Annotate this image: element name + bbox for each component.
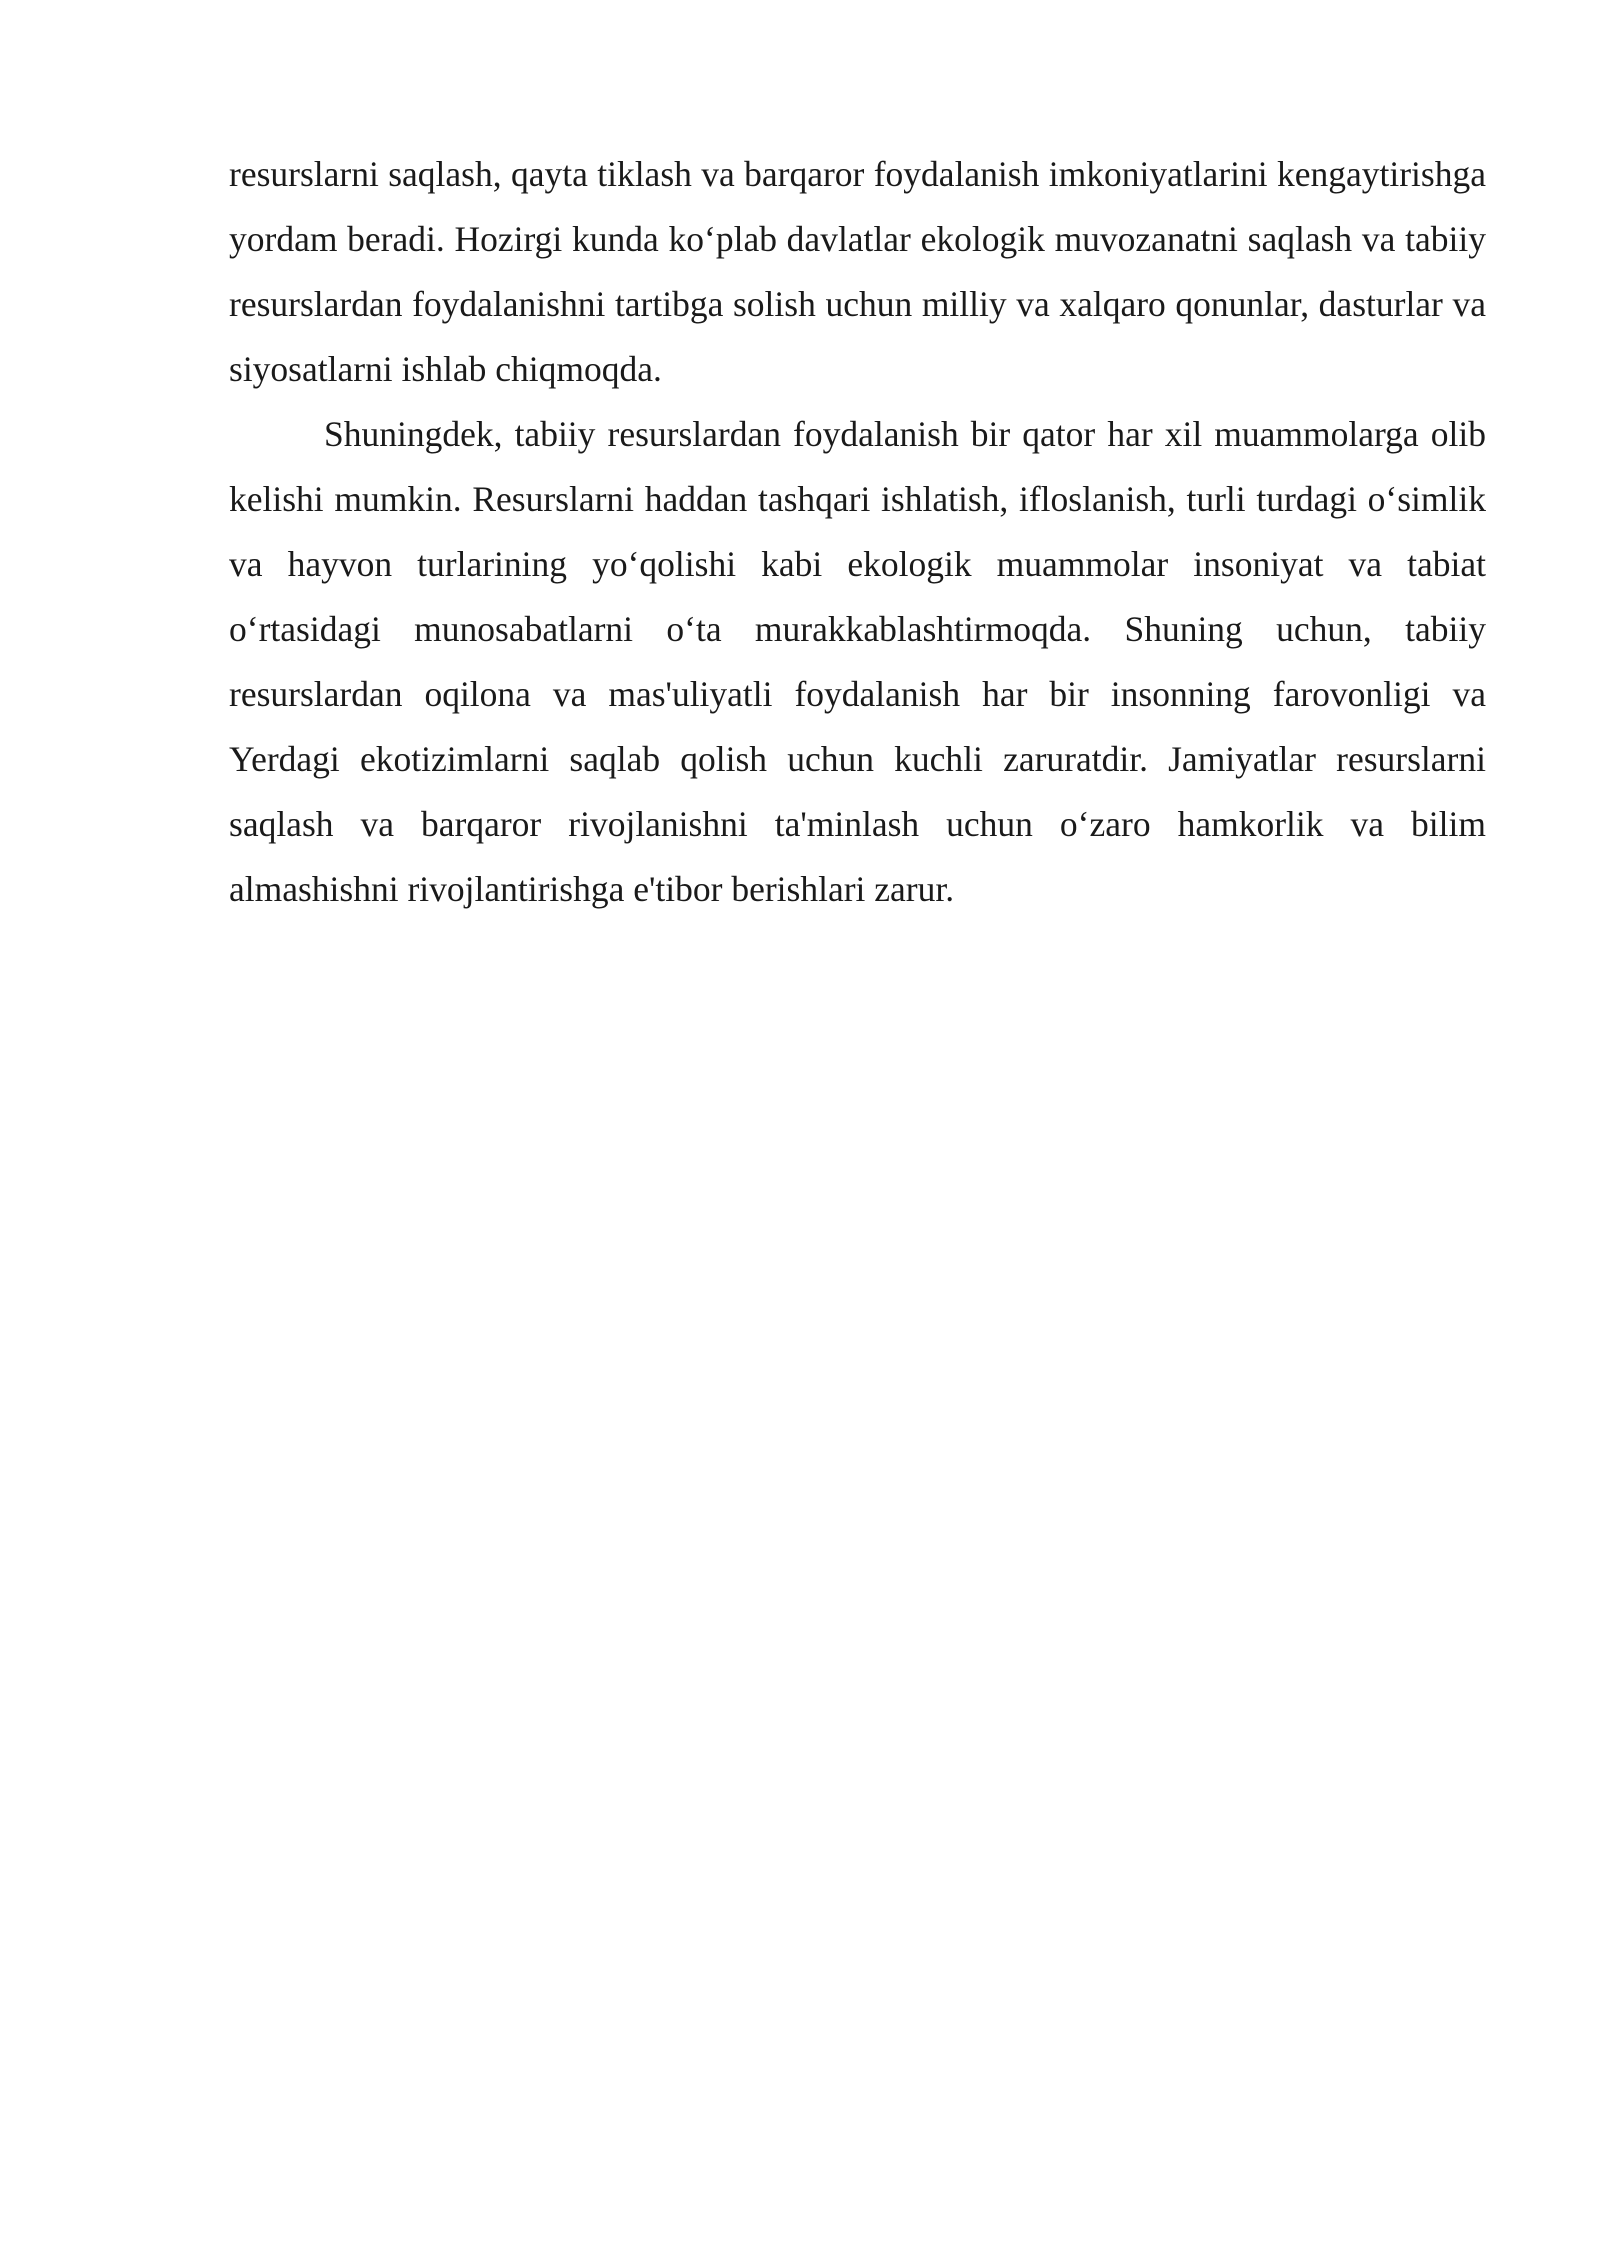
paragraph-continuation: resurslarni saqlash, qayta tiklash va barqaror foydalanish imkoniyatlarini kengaytirishga yordam beradi. Hozirgi kunda ko‘plab davlatlar ekologik muvozanatni saqlash va tabiiy resurslardan foydalanishni tartibga solish uchun milliy va xalqaro qonunlar, dasturlar va siyosatlarni ishlab chiqmoqda. bbox=[229, 154, 1486, 389]
paragraph: Shuningdek, tabiiy resurslardan foydalanish bir qator har xil muammolarga olib kelishi mumkin. Resurslarni haddan tashqari ishlatish, ifloslanish, turli turdagi o‘simlik va hayvon turlarining yo‘qolishi kabi ekologik muammolar insoniyat va tabiat o‘rtasidagi munosabatlarni o‘ta murakkablashtirmoqda. Shuning uchun, tabiiy resurslardan oqilona va mas'uliyatli foydalanish har bir insonning farovonligi va Yerdagi ekotizimlarni saqlab qolish uchun kuchli zaruratdir. Jamiyatlar resurslarni saqlash va barqaror rivojlanishni ta'minlash uchun o‘zaro hamkorlik va bilim almashishni rivojlantirishga e'tibor berishlari zarur. bbox=[229, 414, 1486, 909]
body-text bbox=[229, 142, 1486, 922]
